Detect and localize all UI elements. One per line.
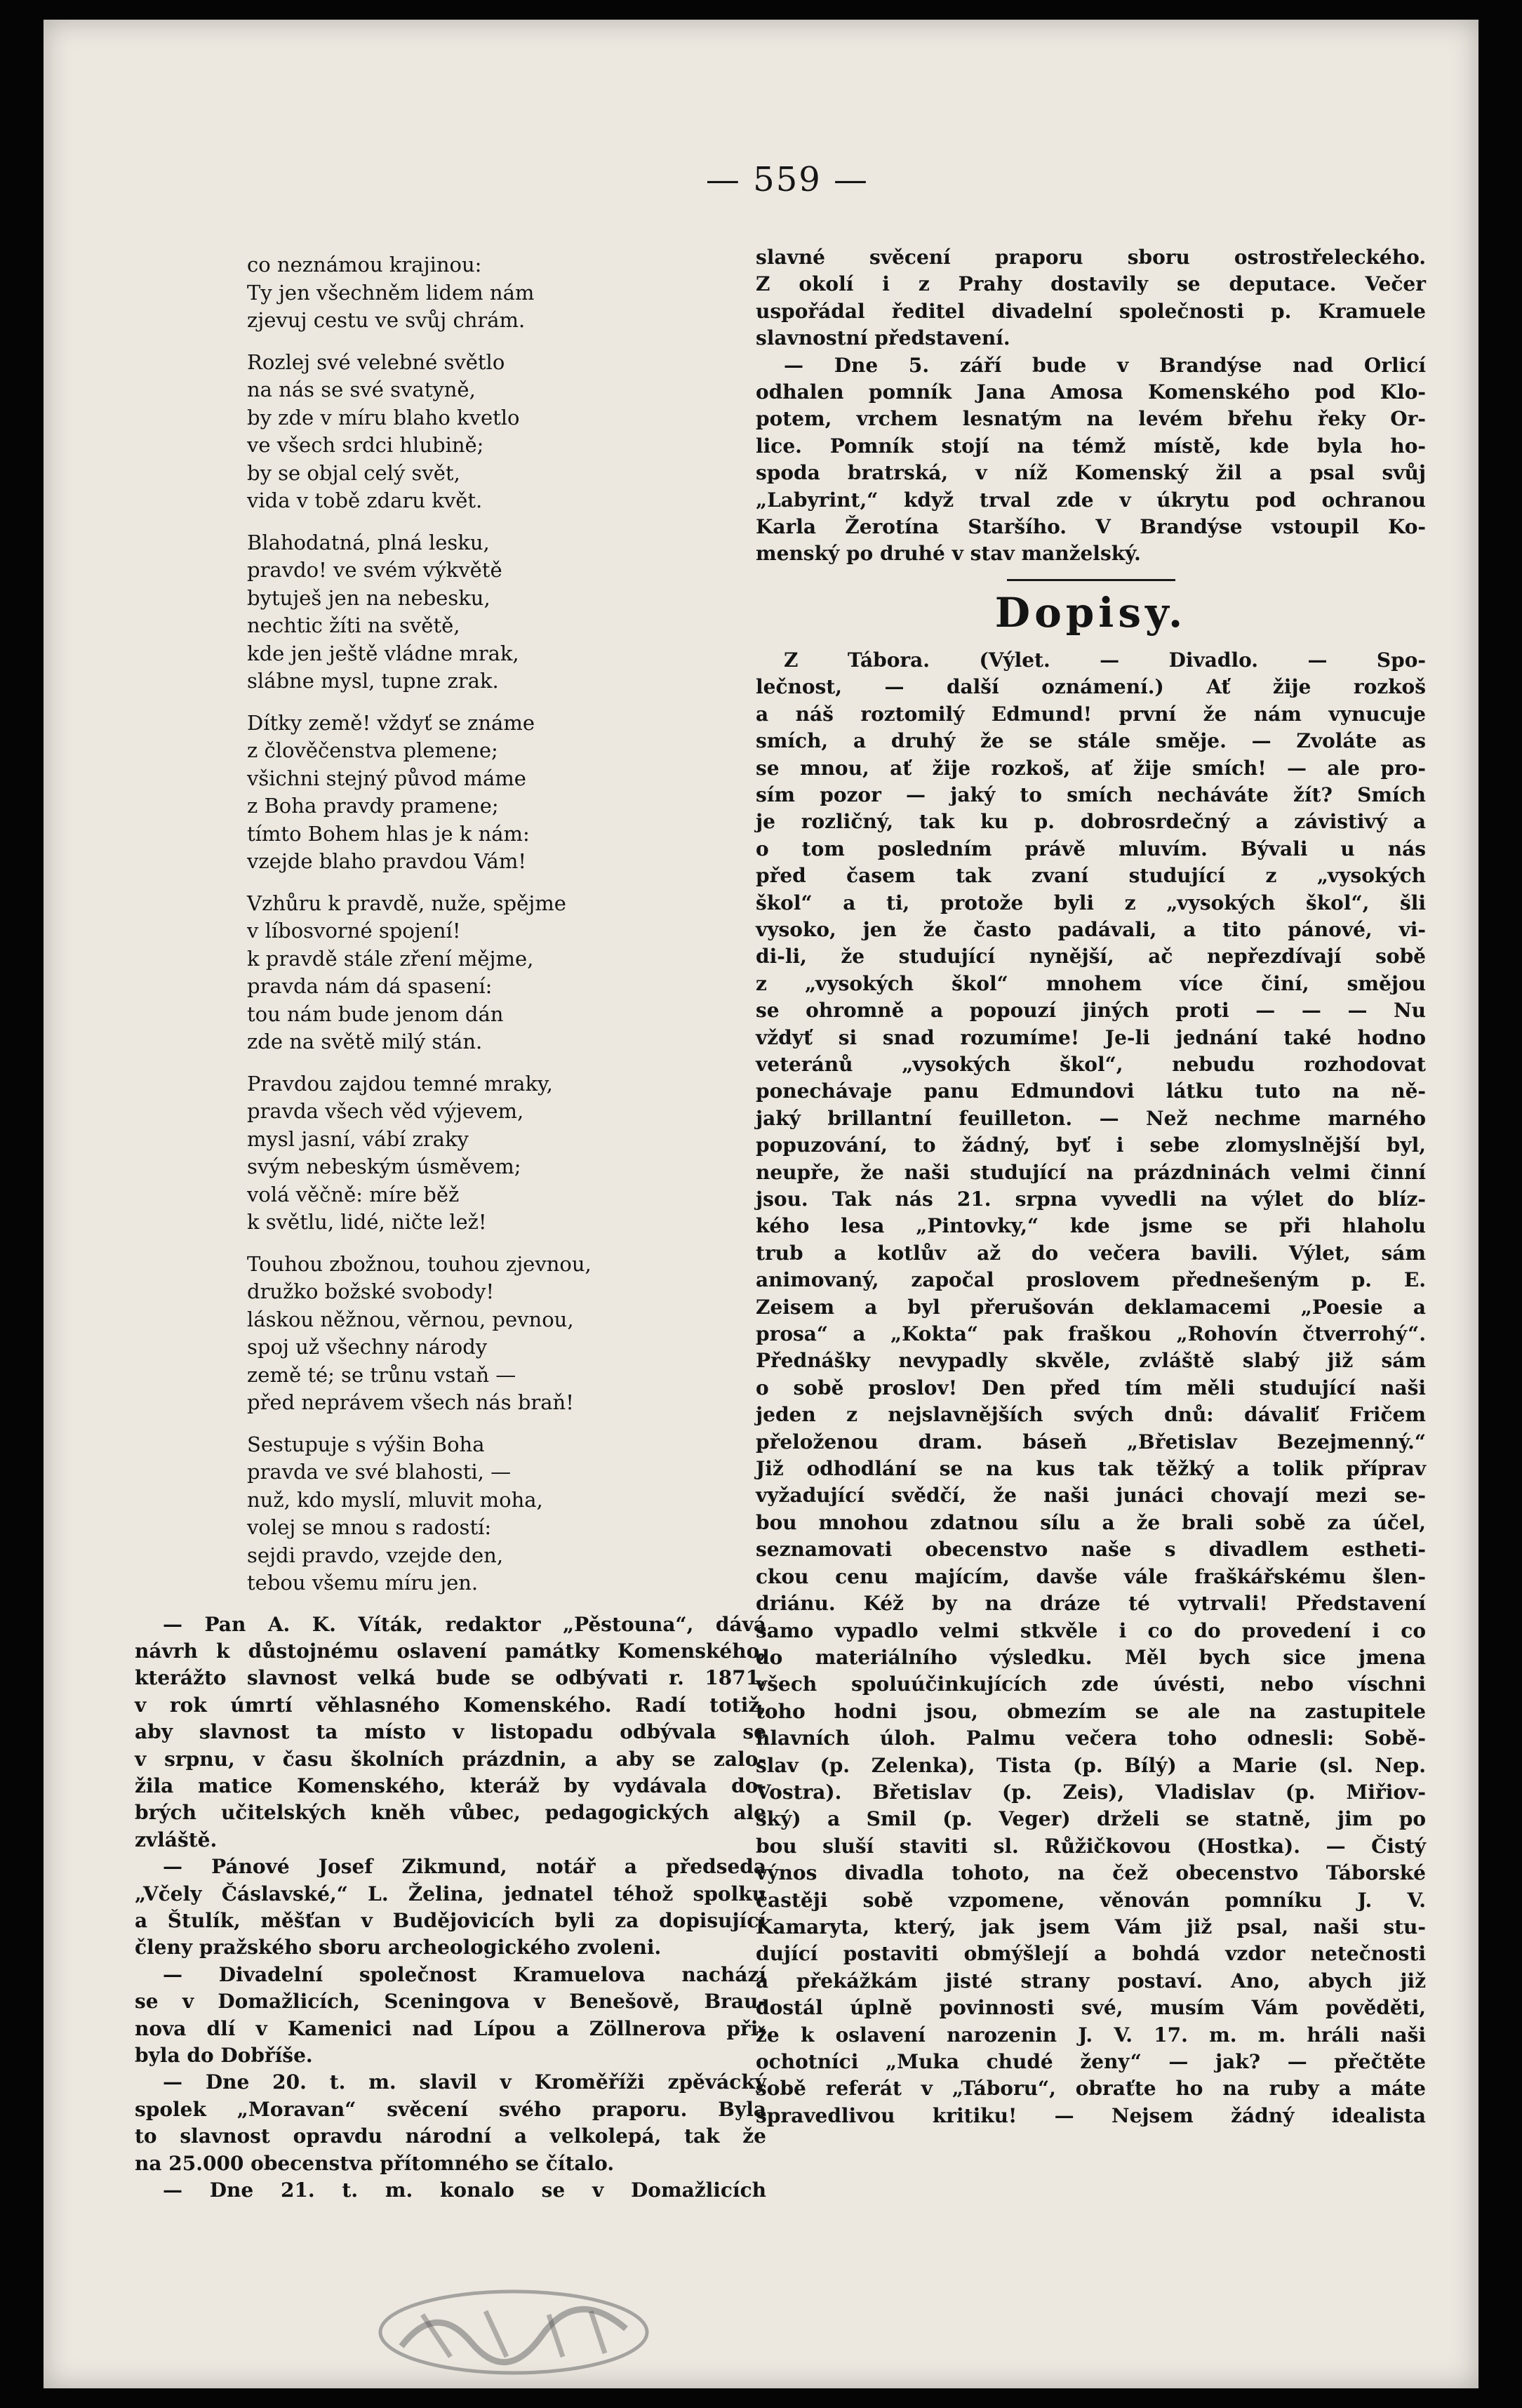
left-column [135,251,766,2204]
text-line: bou sluší staviti sl. Růžičkovou (Hostka). — Čistý [756,1834,1426,1858]
text-line: trub a kotlův až do večera bavili. Výlet, sám [756,1241,1426,1265]
text-line: — Pánové Josef Zikmund, notář a předseda [163,1855,766,1879]
poem-line: mysl jasní, vábí zraky [247,1126,469,1151]
text-line: častěji sobě vzpomene, věnován pomníku J. V. [756,1888,1426,1912]
text-line: neupře, že naši studující na prázdninách velmi činní [756,1160,1426,1184]
text-line: menský po druhé v stav manželský. [756,542,1141,566]
text-line: se v Domažlicích, Sceningova v Benešově, Brau- [135,1990,766,2014]
news-items-continued [756,244,1426,568]
text-line: spoda bratrská, v níž Komenský žil a psal svůj [756,461,1426,485]
poem-stanza [135,890,766,1056]
text-line: Přednášky nevypadly skvěle, zvláště slabý již sám [756,1349,1426,1373]
text-line: Z okolí i z Prahy dostavily se deputace. Večer [756,272,1426,296]
text-line: bou mnohou zdatnou sílu a že brali sobě za účel, [756,1510,1426,1534]
poem-line: láskou něžnou, věrnou, pevnou, [247,1307,574,1331]
text-line: „Včely Čáslavské,“ L. Želina, jednatel téhož spolku [135,1882,766,1905]
text-line: lice. Pomník stojí na témž místě, kde byla ho- [756,434,1426,458]
poem-line: k pravdě stále zření mějme, [247,946,534,971]
text-line: prosa“ a „Kokta“ pak fraškou „Rohovín čtverrohý“. [756,1322,1426,1346]
poem-line: ve všech srdci hlubině; [247,433,484,457]
text-line: sobě referát v „Táboru“, obraťte ho na ruby a máte [756,2077,1426,2101]
library-stamp-icon [373,2287,654,2378]
text-line: kého lesa „Pintovky,“ kde jsme se při hlaholu [756,1214,1426,1238]
poem-stanza [135,1070,766,1237]
text-line: di-li, že studující nynější, ač nepřezdívají sobě [756,945,1426,969]
poem-line: svým nebeským úsměvem; [247,1155,521,1178]
text-line: „Labyrint,“ když trval zde v úkrytu pod ochranou [756,488,1426,512]
poem-line: z Boha pravdy pramene; [247,794,499,818]
poem-line: zde na světě milý stán. [247,1030,483,1053]
text-line: slav (p. Zelenka), Tista (p. Bílý) a Marie (sl. Nep. [756,1753,1426,1777]
poem-line: by se objal celý svět, [247,460,460,485]
text-line: samo vypadlo velmi stkvěle i co do provedení i co [756,1618,1426,1642]
text-line: přeloženou dram. báseň „Břetislav Bezejmenný.“ [756,1430,1426,1454]
text-line: se ohromně a popouzí jiných proti — — — Nu [756,999,1426,1023]
text-line: jsou. Tak nás 21. srpna vyvedli na výlet do blíz- [756,1188,1426,1211]
poem-line: před neprávem všech nás braň! [247,1390,574,1414]
newspaper-page [44,20,1478,2388]
poem-stanza [135,529,766,696]
text-line: je rozličný, tak ku p. dobrosrdečný a závistivý a [756,810,1426,834]
poem-line: volá věčně: míre běž [247,1182,460,1206]
text-line: Vostra). Břetislav (p. Zeis), Vladislav (p. Miřiov- [756,1780,1426,1804]
text-line: lečnost, — další oznámení.) Ať žije rozkoš [756,675,1426,699]
poem-line: pravda ve své blahosti, — [247,1460,512,1484]
text-line: smích, a druhý že se stále směje. — Zvoláte as [756,729,1426,753]
poem-stanza [135,710,766,876]
poem-stanza [135,1431,766,1597]
poem-line: Rozlej své velebné světlo [247,350,505,374]
text-line: Již odhodlání se na kus tak těžký a tolik příprav [756,1457,1426,1481]
poem-line: Blahodatná, plná lesku, [247,530,490,554]
text-line: v srpnu, v času školních prázdnin, a aby se zalo- [135,1747,766,1771]
text-line: o sobě proslov! Den před tím měli studující naši [756,1376,1426,1399]
section-rule [1007,579,1175,581]
poem-line: slábne mysl, tupne zrak. [247,669,499,693]
text-line: ochotníci „Muka chudé ženy“ — jak? — přečtěte [756,2050,1426,2073]
text-line: to slavnost opravdu národní a velkolepá, tak že [135,2124,766,2148]
poem-line: co neznámou krajinou: [247,253,482,277]
text-line: — Dne 20. t. m. slavil v Kroměříži zpěvácký [163,2070,766,2094]
poem-line: pravda všech věd výjevem, [247,1099,524,1123]
text-line: uspořádal ředitel divadelní společnosti p. Kramuele [756,299,1426,323]
section-heading: Dopisy. [994,588,1187,637]
text-line: a náš roztomilý Edmund! první že nám vynucuje [756,702,1426,726]
text-line: slavné svěcení praporu sboru ostrostřeleckého. [756,246,1426,269]
text-line: aby slavnost ta místo v listopadu odbývala se [135,1720,766,1744]
text-line: návrh k důstojnému oslavení památky Komenského, [135,1639,766,1663]
poem-stanza [135,349,766,515]
poem-line: kde jen ještě vládne mrak, [247,641,519,665]
text-line: ský) a Smil (p. Veger) drželi se statně, jim po [756,1807,1426,1831]
poem-line: zjevuj cestu ve svůj chrám. [247,308,526,332]
poem-line: země té; se trůnu vstaň — [247,1362,516,1387]
poem-line: k světlu, lidé, ničte lež! [247,1210,487,1234]
poem-line: Ty jen všechněm lidem nám [247,280,535,305]
text-line: vyžadující svědčí, že naši junáci chovají mezi se- [756,1484,1426,1508]
poem-stanza [135,1251,766,1417]
text-line: do materiálního výsledku. Měl bych sice jmena [756,1645,1426,1669]
text-line: nova dlí v Kamenici nad Lípou a Zöllnerova při- [135,2016,766,2040]
text-line: toho hodni jsou, obmezím se ale na zastupitele [756,1699,1426,1723]
text-line: dující postaviti obmýšlejí a bohdá vzdor netečnosti [756,1942,1426,1966]
poem-line: sejdi pravdo, vzejde den, [247,1543,504,1567]
text-line: Kamaryta, který, jak jsem Vám již psal, naši stu- [756,1915,1426,1938]
text-line: z „vysokých škol“ mnohem více činí, smějou [756,971,1426,995]
text-line: sím pozor — jaký to smích necháváte žít? Smích [756,783,1426,806]
poem-line: na nás se své svatyně, [247,378,476,401]
poem-line: pravda nám dá spasení: [247,974,493,998]
poem-line: Touhou zbožnou, touhou zjevnou, [247,1251,592,1276]
text-line: kterážto slavnost velká bude se odbývati r. 1871, [135,1666,766,1690]
poem-line: z člověčenstva plemene; [247,738,498,762]
poem-line: spoj už všechny národy [247,1335,488,1359]
poem-line: v líbosvorné spojení! [247,919,461,943]
poem-line: Dítky země! vždyť se známe [247,710,535,735]
text-line: odhalen pomník Jana Amosa Komenského pod Klo- [756,380,1426,404]
poem-line: vida v tobě zdaru květ. [247,488,483,512]
text-line: o tom posledním právě mluvím. Bývali u nás [756,837,1426,860]
text-line: seznamovati obecenstvo naše s divadlem estheti- [756,1538,1426,1562]
text-line: dostál úplně povinnosti své, musím Vám pověděti, [756,1996,1426,2020]
text-line: — Divadelní společnost Kramuelova nachází [163,1962,766,1986]
text-line: potem, vrchem lesnatým na levém břehu řeky Or- [756,407,1426,431]
text-line: Zeisem a byl přerušován deklamacemi „Poesie a [756,1295,1426,1319]
poem-line: bytuješ jen na nebesku, [247,585,490,610]
text-line: — Dne 5. září bude v Brandýse nad Orlicí [784,353,1426,377]
text-line: jeden z nejslavnějších svých dnů: dávaliť Fričem [756,1403,1426,1427]
text-line: Karla Žerotína Staršího. V Brandýse vstoupil Ko- [756,515,1426,539]
text-line: — Pan A. K. Víták, redaktor „Pěstouna“, dává [163,1612,766,1636]
text-line: slavnostní představení. [756,326,1010,350]
text-line: v rok úmrtí věhlasného Komenského. Radí totiž, [135,1693,766,1717]
poem [135,251,766,1597]
right-column [756,244,1426,2129]
poem-line: Sestupuje s výšin Boha [247,1432,485,1456]
text-line: brých učitelských kněh vůbec, pedagogických ale [135,1801,766,1825]
text-line: a překážkám jisté strany postaví. Ano, abych již [756,1969,1426,1993]
news-items [135,1611,766,2204]
poem-line: tebou všemu míru jen. [247,1571,479,1595]
poem-line: Vzhůru k pravdě, nuže, spějme [247,891,566,915]
text-line: vysoko, jen že často padávali, a tito pánové, vi- [756,917,1426,941]
poem-line: tou nám bude jenom dán [247,1002,504,1026]
poem-line: vzejde blaho pravdou Vám! [247,849,526,873]
text-line: jaký brillantní feuilleton. — Než nechme marného [756,1106,1426,1130]
poem-line: družko božské svobody! [247,1279,495,1303]
text-line: — Dne 21. t. m. konalo se v Domažlicích [163,2178,766,2202]
letter-from-tabor [756,647,1426,2129]
text-line: spolek „Moravan“ svěcení svého praporu. Byla [135,2097,766,2121]
text-line: škol“ a ti, protože byli z „vysokých škol“, šli [756,891,1426,914]
text-line: popuzování, to žádný, byť i sebe zlomyslnější byl, [756,1133,1426,1157]
text-line: se mnou, ať žije rozkoš, ať žije smích! — ale pro- [756,756,1426,780]
text-line: vždyť si snad rozumíme! Je-li jednání také hodno [756,1025,1426,1049]
text-line: všech spoluúčinkujících zde úvésti, nebo víschni [756,1672,1426,1696]
poem-stanza [135,251,766,335]
poem-line: nuž, kdo myslí, mluvit moha, [247,1487,543,1512]
poem-line: tímto Bohem hlas je k nám: [247,821,530,846]
text-line: žila matice Komenského, kteráž by vydávala do- [135,1774,766,1797]
text-line: před časem tak zvaní studující z „vysokých [756,864,1426,888]
text-line: ponechávaje panu Edmundovi látku tuto na ně- [756,1079,1426,1103]
page-number: — 559 — [705,160,869,199]
text-line: byla do Dobříše. [135,2044,313,2067]
text-line: spravedlivou kritiku! — Nejsem žádný idealista [756,2103,1426,2127]
poem-line: Pravdou zajdou temné mraky, [247,1071,553,1096]
poem-line: všichni stejný původ máme [247,766,526,790]
text-line: hlavních úloh. Palmu večera toho odnesli: Sobě- [756,1727,1426,1750]
text-line: na 25.000 obecenstva přítomného se čítalo. [135,2151,615,2175]
text-line: Z Tábora. (Výlet. — Divadlo. — Spo- [784,648,1426,672]
text-line: ckou cenu majícím, davše vále fraškářskému šlen- [756,1564,1426,1588]
poem-line: by zde v míru blaho kvetlo [247,405,520,430]
text-line: výnos divadla tohoto, na čež obecenstvo Táborské [756,1861,1426,1885]
text-line: veteránů „vysokých škol“, nebudu rozhodovat [756,1052,1426,1076]
poem-line: nechtic žíti na světě, [247,613,460,637]
poem-line: pravdo! ve svém výkvětě [247,558,502,582]
text-line: členy pražského sboru archeologického zvoleni. [135,1936,662,1960]
text-line: a Štulík, měšťan v Budějovicích byli za dopisující [135,1908,766,1932]
text-line: animovaný, započal proslovem přednešeným p. E. [756,1268,1426,1292]
text-line: že k oslavení narozenin J. V. 17. m. m. hráli naši [756,2023,1426,2047]
text-line: driánu. Kéž by na dráze té vytrvali! Představení [756,1592,1426,1616]
text-line: zvláště. [135,1828,218,1851]
poem-line: volej se mnou s radostí: [247,1515,492,1539]
